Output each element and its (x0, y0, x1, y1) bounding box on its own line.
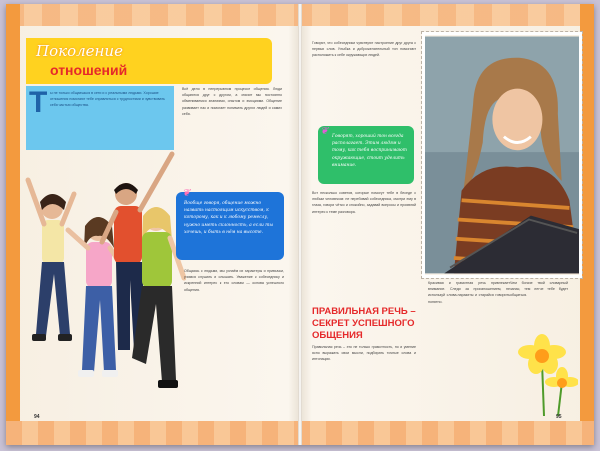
daffodil-flowers (514, 322, 578, 416)
quote-box-green (318, 126, 414, 184)
right-column-5: Чем богаче твой словарный запас, тем легче тебе будет общаться. (510, 281, 568, 298)
left-edge-bar (6, 4, 20, 445)
quote-text-right: Говорят, хороший тон всегда располагает. Этим людям и тому, как тебя воспринимают окружающие, стоит уделить внимание. (332, 134, 407, 168)
book-spine (298, 4, 302, 445)
right-column-1: Говорят, что собеседники чувствуют настроение друг друга с первых слов. Улыбка и доброжелательный тон помогают расположить к себе окружающих людей. (312, 41, 416, 58)
page-number-right: 95 (556, 414, 562, 420)
intro-panel (26, 86, 174, 150)
quote-text-left: Вообще говоря, общение можно назвать настоящим искусством, к которому, как и к любому ремеслу, нужно иметь склонность, а если ты хочешь, и быть в нём на высоте. (184, 201, 273, 235)
photo-jumping-teens (22, 150, 186, 402)
butterfly-icon: ❦ (182, 188, 191, 199)
quote-box-blue (176, 188, 284, 260)
left-column-1: Всё дело в непрерывном процессе общения. Люди общаются друг с другом, а значит мы постоянно обмениваемся знаниями, опытом и эмоциями. Общение развивает нас и помогает понимать других людей и самих себя. (182, 87, 282, 116)
teen-figure-1 (28, 180, 74, 341)
left-column-2: Общаясь с людьми, мы узнаём их характеры и привычки, учимся слушать и слышать. Уважение к собеседнику и искренний интерес к его словам — основа успешного общения. (184, 269, 284, 292)
drop-cap: Т (29, 86, 48, 119)
right-column-4: Красивая и грамотная речь привлекает внимание. Следи за произношением, не используй слова-паразиты и старайся говорить понятно. (428, 281, 510, 304)
photo-girl-with-laptop (422, 32, 582, 278)
page-title-line1: Поколение (36, 42, 123, 60)
section-heading: ПРАВИЛЬНАЯ РЕЧЬ – СЕКРЕТ УСПЕШНОГО ОБЩЕНИЯ (312, 306, 416, 341)
intro-text: ы не только общаешься в сети и с реальными людьми. Хорошие отношения помогают тебе справляться с трудностями и чувствовать себя частью общества. (50, 91, 165, 107)
teen-figure-2 (68, 217, 122, 377)
page-title-line2: отношений (50, 62, 128, 78)
butterfly-icon: ❦ (320, 126, 329, 137)
right-column-3: Правильная речь – это не только грамотность, но и умение ясно выражать свои мысли, подбирать точные слова и интонации. (312, 345, 416, 362)
right-column-2: Вот несколько советов, которые помогут тебе в беседе с любым человеком: не перебивай собеседника, смотри ему в глаза, говори чётко и спокойно, задавай вопросы и проявляй интерес к теме разговора. (312, 191, 416, 214)
right-edge-bar (580, 4, 594, 445)
page-number-left: 94 (34, 414, 40, 420)
